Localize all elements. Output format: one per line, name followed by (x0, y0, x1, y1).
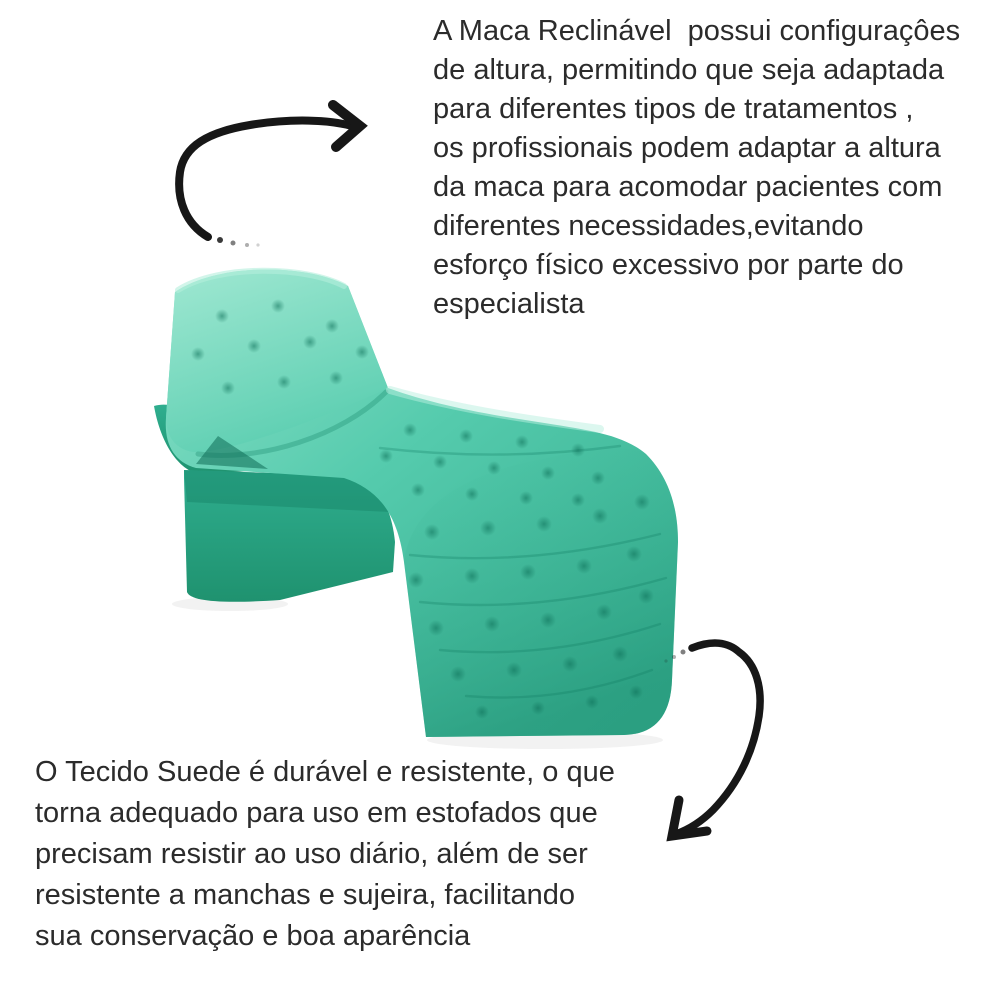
bottom-description (35, 752, 615, 957)
text-line: sua conservação e boa aparência (35, 920, 471, 952)
text-line: diferentes necessidades,evitando (433, 210, 864, 242)
text-line: de altura, permitindo que seja adaptada (433, 54, 945, 86)
text-line: A Maca Reclinável possui configuraçôes (433, 15, 961, 47)
curved-arrow-down-icon (664, 643, 760, 836)
text-line: O Tecido Suede é durável e resistente, o que (35, 756, 615, 788)
text-line: esforço físico excessivo por parte do (433, 249, 904, 281)
text-line: precisam resistir ao uso diário, além de ser (35, 838, 588, 870)
text-line: para diferentes tipos de tratamentos , (433, 93, 914, 125)
text-line: torna adequado para uso em estofados que (35, 797, 598, 829)
curved-arrow-right-icon (179, 105, 360, 247)
text-line: os profissionais podem adaptar a altura (433, 132, 941, 164)
text-line: resistente a manchas e sujeira, facilitando (35, 879, 576, 911)
text-line: especialista (433, 288, 585, 320)
text-line: da maca para acomodar pacientes com (433, 171, 943, 203)
